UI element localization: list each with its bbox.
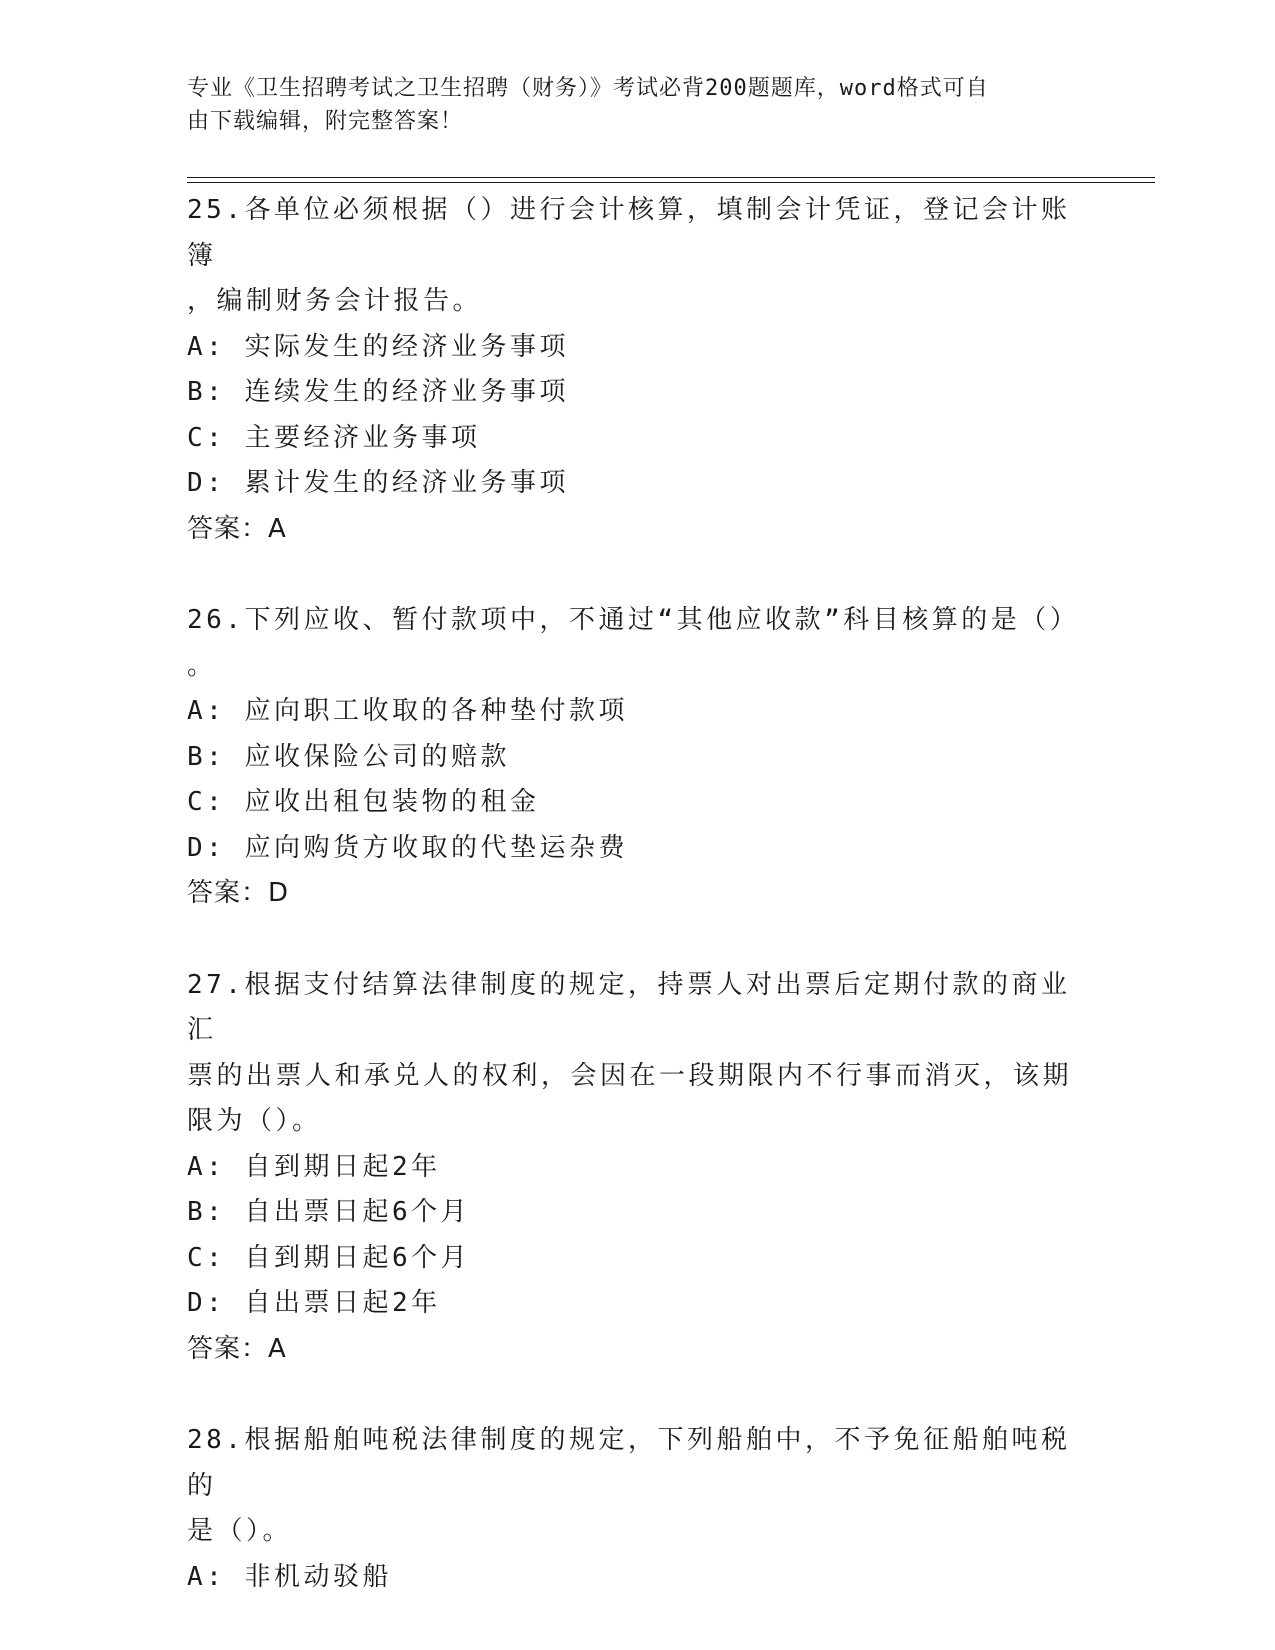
question-text-line: 票的出票人和承兑人的权利，会因在一段期限内不行事而消灭，该期	[187, 1060, 1073, 1091]
question-text-line: 限为（）。	[187, 1106, 322, 1136]
header-divider-top	[187, 177, 1155, 178]
header-line-1: 专业《卫生招聘考试之卫生招聘（财务）》考试必背200题题库，word格式可自	[187, 76, 989, 101]
option-a: A: 自到期日起2年	[187, 1151, 441, 1182]
answer: 答案：D	[187, 878, 290, 908]
question-27	[187, 963, 1087, 1373]
option-a: A: 非机动驳船	[187, 1561, 392, 1592]
header-line-2: 由下载编辑，附完整答案！	[187, 109, 464, 134]
question-text-line: 25.各单位必须根据（）进行会计核算，填制会计凭证，登记会计账簿	[187, 195, 1071, 271]
question-list	[187, 188, 1087, 1646]
option-d: D: 累计发生的经济业务事项	[187, 468, 569, 498]
answer: 答案：A	[187, 513, 287, 544]
option-c: C: 主要经济业务事项	[187, 422, 481, 453]
question-text-line: 27.根据支付结算法律制度的规定，持票人对出票后定期付款的商业汇	[187, 969, 1071, 1045]
question-text-line: 28.根据船舶吨税法律制度的规定，下列船舶中，不予免征船舶吨税的	[187, 1425, 1071, 1501]
answer: 答案：A	[187, 1333, 287, 1364]
option-b: B: 应收保险公司的赔款	[187, 741, 510, 772]
option-b: B: 连续发生的经济业务事项	[187, 377, 569, 407]
question-text-line: 是（）。	[187, 1516, 293, 1546]
option-c: C: 应收出租包装物的租金	[187, 787, 540, 817]
question-25	[187, 188, 1087, 552]
header-divider-bottom	[187, 182, 1155, 183]
question-text-line: ，编制财务会计报告。	[187, 286, 483, 316]
document-header	[187, 72, 1067, 138]
option-d: D: 应向购货方收取的代垫运杂费	[187, 832, 628, 863]
option-c: C: 自到期日起6个月	[187, 1242, 471, 1273]
option-a: A: 实际发生的经济业务事项	[187, 331, 569, 362]
question-text-line: 26.下列应收、暂付款项中，不通过“其他应收款”科目核算的是（）	[187, 605, 1080, 635]
option-d: D: 自出票日起2年	[187, 1288, 441, 1318]
option-b: B: 自出票日起6个月	[187, 1197, 471, 1227]
option-a: A: 应向职工收取的各种垫付款项	[187, 696, 628, 726]
question-26	[187, 598, 1087, 917]
question-28	[187, 1418, 1087, 1600]
question-text-line: 。	[187, 650, 217, 681]
